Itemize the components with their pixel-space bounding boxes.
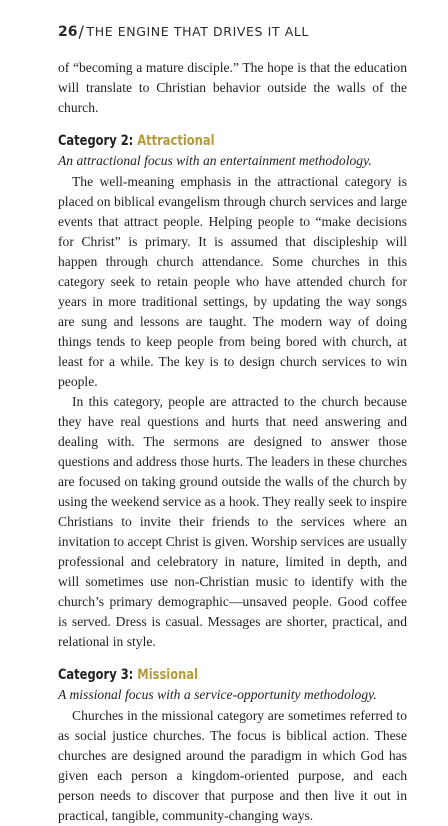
category-2-label: Category 2: <box>58 133 138 149</box>
category-2-name: Attractional <box>137 133 215 149</box>
category-3-subtitle: A missional focus with a service-opportunity methodology. <box>58 687 377 702</box>
intro-line-1: of “becoming a mature disciple.” The hope is that the education will <box>58 60 407 95</box>
intro-paragraph <box>58 58 407 118</box>
category-2-paragraph-2: In this category, people are attracted to the church because they have real questions and hurts that need answering and dealing with. The sermons are designed to answer those questions and address those hurts. The leaders in these churches are focused on taking ground outside the walls of the church by using the weekend service as a hook. They really seek to inspire Christians to invite their friends to the services where an invitation to accept Christ is given. Worship services are usually professional and celebratory in nature, limited in depth, and will sometimes use non-Christian music to identify with the church’s primary demographic—unsaved people. Good coffee is served. Dress is casual. Messages are shorter, practical, and relational in style. <box>58 394 407 649</box>
page-number: 26 <box>58 24 78 40</box>
running-head <box>58 21 309 40</box>
header-separator: / <box>78 22 85 41</box>
category-2-heading <box>58 131 344 151</box>
category-3-paragraph-1: Churches in the missional category are sometimes referred to as social justice churches. The focus is biblical action. These churches are designed around the paradigm in which God has given each person a kingdom-oriented purpose, and each person needs to discover that purpose and then live it out in practical, tangible, community-changing ways. <box>58 708 407 823</box>
category-3-name: Missional <box>137 667 198 683</box>
category-3-heading <box>58 665 344 685</box>
intro-line-2: translate to Christian behavior outside the walls of the church. <box>58 80 407 115</box>
category-3-label: Category 3: <box>58 667 138 683</box>
category-2-paragraph-1: The well-meaning emphasis in the attractional category is placed on biblical evangelism through church services and large events that attract people. Helping people to “make decisions for Christ” is primary. It is assumed that discipleship will happen through church attendance. Some churches in this category seek to retain people who have attended church for years in more traditional settings, by updating the way songs are sung and lessons are taught. The modern way of doing things tends to keep people from being bored with church, at least for a while. The key is to design church services to win people. <box>58 174 407 389</box>
running-head-title: THE ENGINE THAT DRIVES IT ALL <box>86 24 309 39</box>
page-body <box>58 58 407 826</box>
category-2-subtitle: An attractional focus with an entertainment methodology. <box>58 153 372 168</box>
